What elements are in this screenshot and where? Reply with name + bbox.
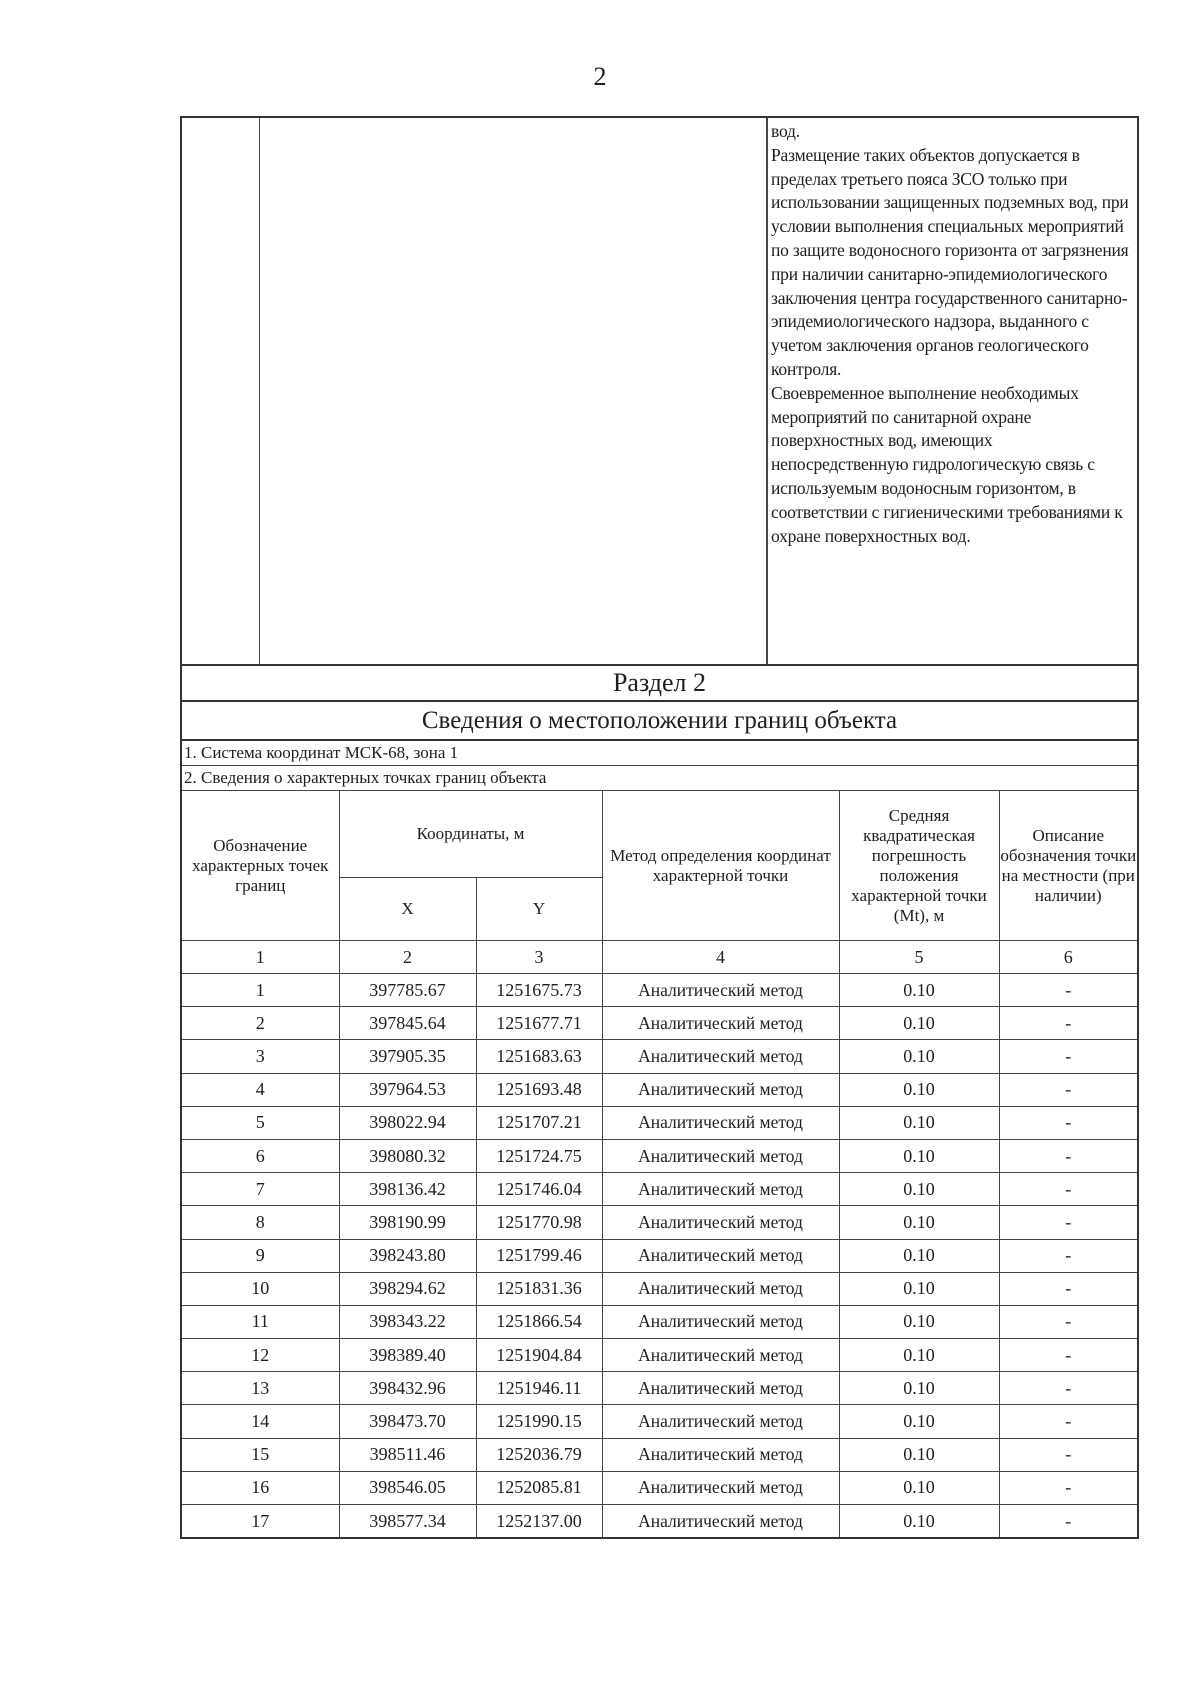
description-cell: - xyxy=(999,1206,1137,1239)
coord-x-cell: 398577.34 xyxy=(339,1505,476,1538)
mt-value-cell: 0.10 xyxy=(839,1206,999,1239)
coord-x-cell: 398190.99 xyxy=(339,1206,476,1239)
description-cell: - xyxy=(999,1106,1137,1139)
table-row xyxy=(182,974,1137,1007)
column-number: 3 xyxy=(476,941,602,974)
method-cell: Аналитический метод xyxy=(602,1438,839,1471)
column-number: 2 xyxy=(339,941,476,974)
description-cell: - xyxy=(999,1040,1137,1073)
coord-y-cell: 1251677.71 xyxy=(476,1007,602,1040)
mt-value-cell: 0.10 xyxy=(839,1007,999,1040)
coord-x-cell: 398343.22 xyxy=(339,1305,476,1338)
mt-value-cell: 0.10 xyxy=(839,1339,999,1372)
table-row xyxy=(182,1206,1137,1239)
point-number-cell: 5 xyxy=(182,1106,339,1139)
coord-y-cell: 1251799.46 xyxy=(476,1239,602,1272)
coord-x-cell: 398546.05 xyxy=(339,1471,476,1504)
mt-value-cell: 0.10 xyxy=(839,1040,999,1073)
top-paragraph: вод. xyxy=(771,121,800,141)
description-cell: - xyxy=(999,1471,1137,1504)
point-number-cell: 17 xyxy=(182,1505,339,1538)
top-continuation-block xyxy=(182,118,1137,666)
description-cell: - xyxy=(999,1339,1137,1372)
description-cell: - xyxy=(999,1372,1137,1405)
header-x: X xyxy=(339,878,476,941)
mt-value-cell: 0.10 xyxy=(839,1139,999,1172)
coord-x-cell: 398022.94 xyxy=(339,1106,476,1139)
coord-x-cell: 397785.67 xyxy=(339,974,476,1007)
table-row xyxy=(182,1305,1137,1338)
point-number-cell: 7 xyxy=(182,1173,339,1206)
table-row xyxy=(182,1372,1137,1405)
coord-y-cell: 1251946.11 xyxy=(476,1372,602,1405)
coord-x-cell: 397964.53 xyxy=(339,1073,476,1106)
description-cell: - xyxy=(999,1438,1137,1471)
column-number: 5 xyxy=(839,941,999,974)
section-title: Раздел 2 xyxy=(182,666,1137,702)
table-row xyxy=(182,1007,1137,1040)
table-row xyxy=(182,1272,1137,1305)
coord-x-cell: 398511.46 xyxy=(339,1438,476,1471)
table-row xyxy=(182,1405,1137,1438)
method-cell: Аналитический метод xyxy=(602,1073,839,1106)
coord-y-cell: 1251683.63 xyxy=(476,1040,602,1073)
table-row xyxy=(182,1139,1137,1172)
coord-x-cell: 398389.40 xyxy=(339,1339,476,1372)
description-cell: - xyxy=(999,1272,1137,1305)
mt-value-cell: 0.10 xyxy=(839,1405,999,1438)
coord-y-cell: 1251770.98 xyxy=(476,1206,602,1239)
method-cell: Аналитический метод xyxy=(602,1505,839,1538)
description-cell: - xyxy=(999,1173,1137,1206)
header-method: Метод определения координат характерной точки xyxy=(602,791,839,941)
mt-value-cell: 0.10 xyxy=(839,1106,999,1139)
description-cell: - xyxy=(999,1073,1137,1106)
mt-value-cell: 0.10 xyxy=(839,1471,999,1504)
coord-x-cell: 397905.35 xyxy=(339,1040,476,1073)
header-error: Средняя квадратическая погрешность положения характерной точки (Mt), м xyxy=(839,791,999,941)
point-number-cell: 9 xyxy=(182,1239,339,1272)
coord-y-cell: 1252085.81 xyxy=(476,1471,602,1504)
coord-x-cell: 397845.64 xyxy=(339,1007,476,1040)
point-number-cell: 14 xyxy=(182,1405,339,1438)
coord-y-cell: 1251990.15 xyxy=(476,1405,602,1438)
table-row xyxy=(182,1438,1137,1471)
table-row xyxy=(182,1073,1137,1106)
mt-value-cell: 0.10 xyxy=(839,1073,999,1106)
header-y: Y xyxy=(476,878,602,941)
mt-value-cell: 0.10 xyxy=(839,1173,999,1206)
description-cell: - xyxy=(999,1505,1137,1538)
point-number-cell: 11 xyxy=(182,1305,339,1338)
coord-x-cell: 398136.42 xyxy=(339,1173,476,1206)
mt-value-cell: 0.10 xyxy=(839,1372,999,1405)
document-sheet xyxy=(180,116,1139,1539)
method-cell: Аналитический метод xyxy=(602,1106,839,1139)
coord-y-cell: 1251746.04 xyxy=(476,1173,602,1206)
coord-system-line: 1. Система координат МСК-68, зона 1 xyxy=(182,741,1137,766)
coord-y-cell: 1251693.48 xyxy=(476,1073,602,1106)
point-number-cell: 10 xyxy=(182,1272,339,1305)
mt-value-cell: 0.10 xyxy=(839,974,999,1007)
top-col-text xyxy=(767,118,1137,664)
method-cell: Аналитический метод xyxy=(602,1272,839,1305)
mt-value-cell: 0.10 xyxy=(839,1438,999,1471)
point-number-cell: 6 xyxy=(182,1139,339,1172)
point-number-cell: 8 xyxy=(182,1206,339,1239)
points-info-line: 2. Сведения о характерных точках границ объекта xyxy=(182,766,1137,791)
coord-y-cell: 1251831.36 xyxy=(476,1272,602,1305)
method-cell: Аналитический метод xyxy=(602,1040,839,1073)
method-cell: Аналитический метод xyxy=(602,1372,839,1405)
column-number-row xyxy=(182,941,1137,974)
point-number-cell: 3 xyxy=(182,1040,339,1073)
method-cell: Аналитический метод xyxy=(602,974,839,1007)
table-row xyxy=(182,1106,1137,1139)
table-row xyxy=(182,1040,1137,1073)
description-cell: - xyxy=(999,1007,1137,1040)
description-cell: - xyxy=(999,1139,1137,1172)
method-cell: Аналитический метод xyxy=(602,1173,839,1206)
point-number-cell: 12 xyxy=(182,1339,339,1372)
method-cell: Аналитический метод xyxy=(602,1305,839,1338)
coord-x-cell: 398294.62 xyxy=(339,1272,476,1305)
description-cell: - xyxy=(999,1405,1137,1438)
header-description: Описание обозначения точки на местности (при наличии) xyxy=(999,791,1137,941)
method-cell: Аналитический метод xyxy=(602,1239,839,1272)
coord-y-cell: 1251707.21 xyxy=(476,1106,602,1139)
header-designation: Обозначение характерных точек границ xyxy=(182,791,339,941)
top-paragraph: Своевременное выполнение необходимых мероприятий по санитарной охране поверхностных вод, имеющих непосредственную гидрологическую связь с используемым водоносным горизонтом, в соответствии с гигиеническими требованиями к охране поверхностных вод. xyxy=(771,382,1123,546)
table-row xyxy=(182,1239,1137,1272)
point-number-cell: 13 xyxy=(182,1372,339,1405)
description-cell: - xyxy=(999,1239,1137,1272)
table-row xyxy=(182,1505,1137,1538)
top-col-1 xyxy=(182,118,260,664)
coord-y-cell: 1251866.54 xyxy=(476,1305,602,1338)
description-cell: - xyxy=(999,1305,1137,1338)
points-table xyxy=(182,791,1137,1537)
mt-value-cell: 0.10 xyxy=(839,1272,999,1305)
table-row xyxy=(182,1339,1137,1372)
table-row xyxy=(182,1471,1137,1504)
table-row xyxy=(182,1173,1137,1206)
top-col-2 xyxy=(260,118,767,664)
mt-value-cell: 0.10 xyxy=(839,1239,999,1272)
coord-y-cell: 1251724.75 xyxy=(476,1139,602,1172)
section-subtitle: Сведения о местоположении границ объекта xyxy=(182,702,1137,741)
column-number: 6 xyxy=(999,941,1137,974)
coord-x-cell: 398080.32 xyxy=(339,1139,476,1172)
method-cell: Аналитический метод xyxy=(602,1405,839,1438)
coord-x-cell: 398432.96 xyxy=(339,1372,476,1405)
column-number: 4 xyxy=(602,941,839,974)
point-number-cell: 15 xyxy=(182,1438,339,1471)
method-cell: Аналитический метод xyxy=(602,1139,839,1172)
mt-value-cell: 0.10 xyxy=(839,1305,999,1338)
mt-value-cell: 0.10 xyxy=(839,1505,999,1538)
description-cell: - xyxy=(999,974,1137,1007)
point-number-cell: 4 xyxy=(182,1073,339,1106)
coord-x-cell: 398473.70 xyxy=(339,1405,476,1438)
coord-x-cell: 398243.80 xyxy=(339,1239,476,1272)
coord-y-cell: 1251904.84 xyxy=(476,1339,602,1372)
point-number-cell: 2 xyxy=(182,1007,339,1040)
method-cell: Аналитический метод xyxy=(602,1206,839,1239)
point-number-cell: 16 xyxy=(182,1471,339,1504)
coord-y-cell: 1251675.73 xyxy=(476,974,602,1007)
method-cell: Аналитический метод xyxy=(602,1007,839,1040)
top-paragraph: Размещение таких объектов допускается в пределах третьего пояса ЗСО только при использовании защищенных подземных вод, при условии выполнения специальных мероприятий по защите водоносного горизонта от загрязнения при наличии санитарно-эпидемиологического заключения центра государственного санитарно-эпидемиологического надзора, выданного с учетом заключения органов геологического контроля. xyxy=(771,144,1129,379)
point-number-cell: 1 xyxy=(182,974,339,1007)
column-number: 1 xyxy=(182,941,339,974)
method-cell: Аналитический метод xyxy=(602,1471,839,1504)
method-cell: Аналитический метод xyxy=(602,1339,839,1372)
page-number: 2 xyxy=(593,62,607,91)
header-coordinates: Координаты, м xyxy=(339,791,602,878)
coord-y-cell: 1252036.79 xyxy=(476,1438,602,1471)
coord-y-cell: 1252137.00 xyxy=(476,1505,602,1538)
